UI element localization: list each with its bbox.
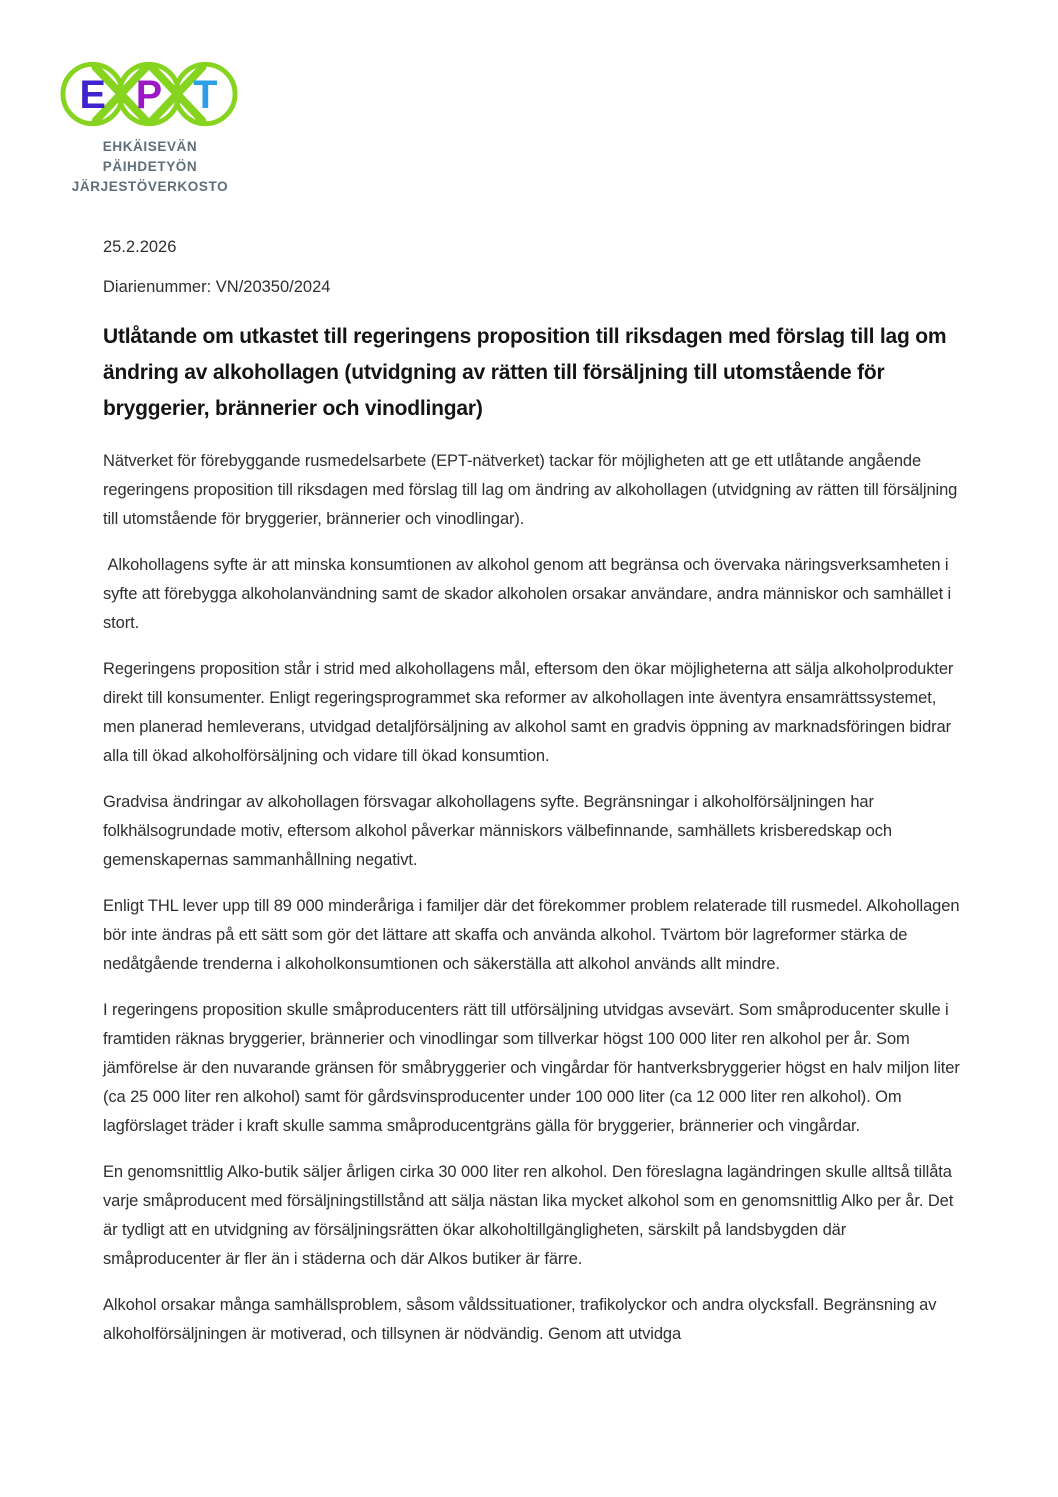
body-paragraph-4: Gradvisa ändringar av alkohollagen försvagar alkohollagens syfte. Begränsningar i alkoholförsäljningen har folkhälsogrundade motiv, eftersom alkohol påverkar människors välbefinnande, samhällets krisberedskap och gemenskapernas sammanhållning negativt. [103,793,897,869]
body-paragraph-7: En genomsnittlig Alko-butik säljer årligen cirka 30 000 liter ren alkohol. Den föreslagna lagändringen skulle alltså tillåta varje småproducent med försäljningstillstånd att sälja nästan lika mycket alkohol som en genomsnittlig Alko per år. Det är tydligt att en utvidgning av försäljningsrätten ökar alkoholtillgängligheten, särskilt på landsbygden där småproducenter är fler än i städerna och där Alkos butiker är färre. [103,1163,958,1268]
body-paragraph-8: Alkohol orsakar många samhällsproblem, såsom våldssituationer, trafikolyckor och andra olycksfall. Begränsning av alkoholförsäljningen är motiverad, och tillsynen är nödvändig. Genom att utvidga [103,1296,941,1343]
body-paragraph-5: Enligt THL lever upp till 89 000 minderåriga i familjer där det förekommer problem relaterade till rusmedel. Alkohollagen bör inte ändras på ett sätt som gör det lättare att skaffa och använda alkohol. Tvärtom bör lagreformer stärka de nedåtgående trenderna i alkoholkonsumtionen och säkerställa att alkohol används allt mindre. [103,897,964,973]
org-name-line1: EHKÄISEVÄN PÄIHDETYÖN [102,139,198,174]
logo-letter-t: T [193,72,218,117]
document-title: Utlåtande om utkastet till regeringens proposition till riksdagen med förslag till lag om ändring av alkohollagen (utvidgning av rätten till försäljning till utomstående för bryggerier, brännerier och vinodlingar) [103,325,947,420]
body-paragraph-2: Alkohollagens syfte är att minska konsumtionen av alkohol genom att begränsa och övervaka näringsverksamheten i syfte att förebygga alkoholanvändning samt de skador alkoholen orsakar användare, andra människor och samhället i stort. [103,556,956,632]
logo-loops-graphic [60,58,238,130]
document-date: 25.2.2026 [103,238,177,256]
document-body [103,237,965,1366]
body-paragraph-1: Nätverket för förebyggande rusmedelsarbete (EPT-nätverket) tackar för möjligheten att ge ett utlåtande angående regeringens proposition till riksdagen med förslag till lag om ändring av alkohollagen (utvidgning av rätten till försäljning till utomstående för bryggerier, brännerier och vinodlingar). [103,452,962,528]
body-paragraph-3: Regeringens proposition står i strid med alkohollagens mål, eftersom den ökar möjligheterna att sälja alkoholprodukter direkt till konsumenter. Enligt regeringsprogrammet ska reformer av alkohollagen inte äventyra ensamrättssystemet, men planerad hemleverans, utvidgad detaljförsäljning av alkohol samt en gradvis öppning av marknadsföringen bidrar alla till ökad alkoholförsäljning och vidare till ökad konsumtion. [103,660,958,765]
body-paragraph-6: I regeringens proposition skulle småproducenters rätt till utförsäljning utvidgas avsevärt. Som småproducenter skulle i framtiden räknas bryggerier, brännerier och vinodlingar som tillverkar högst 100 000 liter ren alkohol per år. Som jämförelse är den nuvarande gränsen för småbryggerier och vingårdar för hantverksbryggerier högst en halv miljon liter (ca 25 000 liter ren alkohol) samt för gårdsvinsproducenter under 100 000 liter (ca 12 000 liter ren alkohol). Om lagförslaget träder i kraft skulle samma småproducentgräns gälla för bryggerier, brännerier och vingårdar. [103,1001,965,1135]
logo-letter-e: E [79,72,106,117]
org-logo [60,58,240,197]
reference-number: Diarienummer: VN/20350/2024 [103,278,331,296]
org-name-line2: JÄRJESTÖVERKOSTO [71,179,229,194]
org-name [60,137,240,197]
logo-letter-p: P [135,72,163,117]
